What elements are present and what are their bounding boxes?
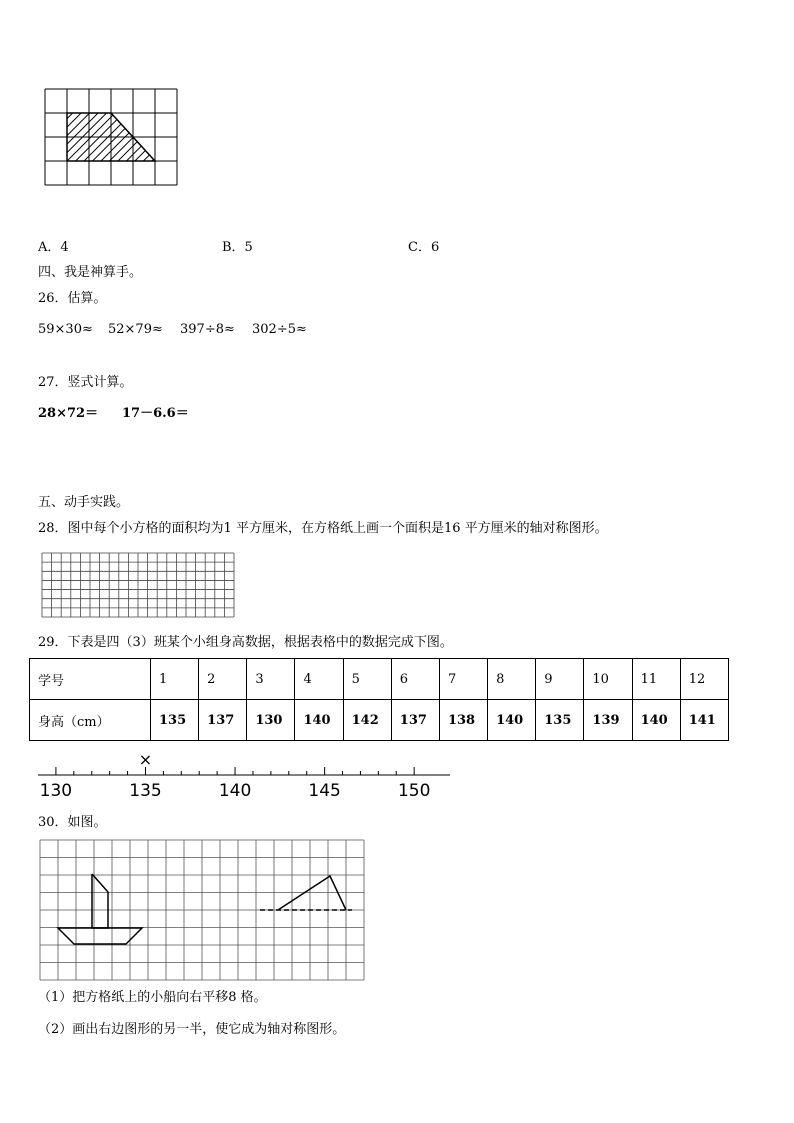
table-cell: 135	[151, 700, 199, 741]
boat-grid-figure[interactable]	[40, 840, 364, 980]
table-row	[30, 659, 729, 700]
q29-text: 29．下表是四（3）班某个小组身高数据，根据表格中的数据完成下图。	[38, 635, 453, 650]
q27-label: 27．竖式计算。	[38, 375, 133, 390]
number-line-mark: ×	[138, 750, 153, 769]
table-cell: 141	[680, 700, 728, 741]
table-cell: 2	[199, 659, 247, 700]
q26-item: 59×30≈	[38, 322, 93, 337]
table-row	[30, 700, 729, 741]
q26-item: 52×79≈	[108, 322, 163, 337]
table-cell: 9	[536, 659, 584, 700]
choice-a[interactable]: A．4	[38, 240, 69, 255]
table-cell: 5	[343, 659, 391, 700]
table-cell: 11	[632, 659, 680, 700]
table-cell: 10	[584, 659, 632, 700]
choice-b[interactable]: B．5	[222, 240, 253, 255]
number-line-label: 140	[218, 781, 252, 801]
table-cell: 6	[391, 659, 439, 700]
number-line-label: 130	[39, 781, 73, 801]
height-number-line[interactable]	[38, 748, 450, 802]
q28-text: 28．图中每个小方格的面积均为1 平方厘米，在方格纸上画一个面积是16 平方厘米的轴对称图形。	[38, 521, 608, 536]
half-figure	[278, 876, 346, 910]
table-cell: 140	[488, 700, 536, 741]
table-cell: 12	[680, 659, 728, 700]
boat-hull	[58, 928, 142, 944]
table-cell: 137	[199, 700, 247, 741]
section-5-title: 五、动手实践。	[38, 495, 130, 510]
q27-item: 28×72＝	[38, 406, 99, 421]
table-cell: 138	[439, 700, 487, 741]
q27-item: 17－6.6＝	[122, 406, 189, 421]
q30-label: 30．如图。	[38, 815, 107, 830]
height-data-table	[29, 658, 729, 741]
table-cell: 140	[632, 700, 680, 741]
row-header: 身高（cm）	[30, 700, 151, 741]
table-cell: 139	[584, 700, 632, 741]
boat-sail	[92, 874, 108, 928]
q26-item: 302÷5≈	[252, 322, 307, 337]
choice-c[interactable]: C．6	[408, 240, 440, 255]
table-cell: 4	[295, 659, 343, 700]
table-cell: 3	[247, 659, 295, 700]
table-cell: 1	[151, 659, 199, 700]
q26-label: 26．估算。	[38, 291, 107, 306]
q26-item: 397÷8≈	[180, 322, 235, 337]
trapezoid-grid-figure	[45, 89, 177, 185]
square-grid-paper[interactable]	[42, 553, 234, 617]
row-header: 学号	[30, 659, 151, 700]
number-line-label: 150	[397, 781, 431, 801]
table-cell: 137	[391, 700, 439, 741]
table-cell: 130	[247, 700, 295, 741]
section-4-title: 四、我是神算手。	[38, 265, 143, 280]
table-cell: 135	[536, 700, 584, 741]
number-line-label: 135	[129, 781, 162, 801]
q30-sub2: （2）画出右边图形的另一半，使它成为轴对称图形。	[38, 1022, 346, 1037]
table-cell: 142	[343, 700, 391, 741]
table-cell: 140	[295, 700, 343, 741]
table-cell: 7	[439, 659, 487, 700]
table-cell: 8	[488, 659, 536, 700]
number-line-label: 145	[308, 781, 341, 801]
q30-sub1: （1）把方格纸上的小船向右平移8 格。	[38, 990, 267, 1005]
